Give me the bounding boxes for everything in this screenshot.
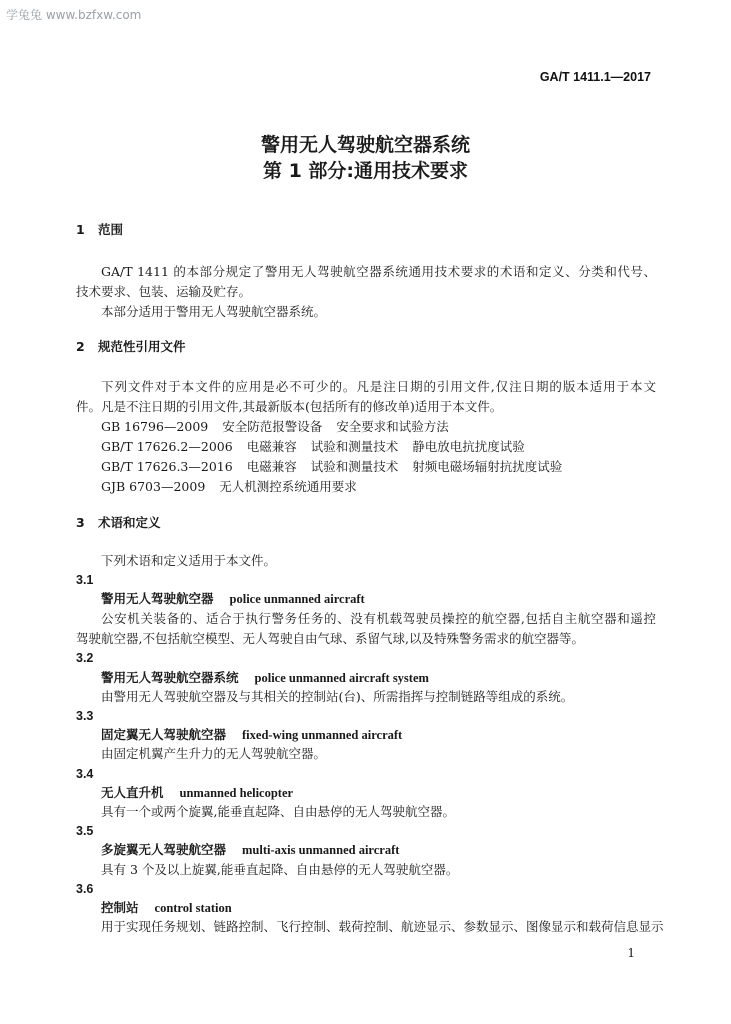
section-1-heading bbox=[76, 220, 656, 240]
definition-line: 公安机关装备的、适合于执行警务任务的、没有机载驾驶员操控的航空器,包括自主航空器和遥控 bbox=[101, 611, 656, 626]
section-3-heading bbox=[76, 513, 656, 533]
term-en: control station bbox=[154, 901, 232, 915]
term-entry bbox=[76, 668, 656, 688]
term-en: police unmanned aircraft bbox=[229, 592, 365, 606]
title-line-1: 警用无人驾驶航空器系统 bbox=[260, 134, 470, 156]
term-en: multi-axis unmanned aircraft bbox=[242, 843, 400, 857]
section-2-heading bbox=[76, 337, 656, 357]
reference-title-part: 安全防范报警设备 bbox=[222, 419, 323, 434]
reference-item bbox=[76, 437, 656, 457]
title-line-2: 第 1 部分:通用技术要求 bbox=[262, 160, 469, 182]
reference-title-part: 静电放电抗扰度试验 bbox=[412, 439, 525, 454]
term-entry bbox=[76, 589, 656, 609]
definition-line: 具有一个或两个旋翼,能垂直起降、自由悬停的无人驾驶航空器。 bbox=[101, 804, 455, 819]
definition-line: 驾驶航空器,不包括航空模型、无人驾驶自由气球、系留气球,以及特殊警务需求的航空器等。 bbox=[76, 631, 584, 646]
paragraph-line: 下列文件对于本文件的应用是必不可少的。凡是注日期的引用文件,仅注日期的版本适用于本文 bbox=[101, 379, 656, 394]
section-number: 3 bbox=[76, 515, 85, 530]
reference-item bbox=[76, 477, 656, 497]
document-title bbox=[0, 132, 731, 184]
reference-title-part: 试验和测量技术 bbox=[310, 439, 399, 454]
term-zh: 警用无人驾驶航空器 bbox=[101, 591, 214, 606]
section-title: 范围 bbox=[98, 222, 124, 237]
reference-title-part: 电磁兼容 bbox=[246, 459, 297, 474]
term-en: fixed-wing unmanned aircraft bbox=[242, 728, 403, 742]
section-number: 2 bbox=[76, 339, 85, 354]
clause-number: 3.2 bbox=[76, 651, 94, 665]
reference-title-part: 无人机测控系统通用要求 bbox=[219, 479, 357, 494]
term-entry bbox=[76, 898, 656, 918]
definition-line: 由警用无人驾驶航空器及与其相关的控制站(台)、所需指挥与控制链路等组成的系统。 bbox=[101, 689, 574, 704]
term-zh: 警用无人驾驶航空器系统 bbox=[101, 670, 239, 685]
section-title: 术语和定义 bbox=[98, 515, 161, 530]
term-en: police unmanned aircraft system bbox=[254, 671, 429, 685]
reference-item bbox=[76, 457, 656, 477]
term-zh: 无人直升机 bbox=[101, 785, 164, 800]
clause-number: 3.6 bbox=[76, 882, 94, 896]
clause-number: 3.3 bbox=[76, 709, 94, 723]
section-number: 1 bbox=[76, 222, 85, 237]
paragraph-line: GA/T 1411 的本部分规定了警用无人驾驶航空器系统通用技术要求的术语和定义、分类和代号、 bbox=[101, 264, 656, 279]
reference-title-part: 射频电磁场辐射抗扰度试验 bbox=[412, 459, 563, 474]
term-en: unmanned helicopter bbox=[179, 786, 294, 800]
reference-code: GB 16796—2009 bbox=[101, 419, 209, 434]
term-zh: 控制站 bbox=[101, 900, 139, 915]
definition-line: 用于实现任务规划、链路控制、飞行控制、载荷控制、航迹显示、参数显示、图像显示和载荷信息显示 bbox=[101, 919, 664, 934]
term-entry bbox=[76, 725, 656, 745]
section-title: 规范性引用文件 bbox=[98, 339, 186, 354]
paragraph-line: 技术要求、包装、运输及贮存。 bbox=[76, 284, 252, 299]
reference-title-part: 安全要求和试验方法 bbox=[336, 419, 449, 434]
standard-code: GA/T 1411.1—2017 bbox=[539, 70, 651, 84]
term-entry bbox=[76, 840, 656, 860]
page-number: 1 bbox=[627, 946, 635, 960]
reference-code: GB/T 17626.3—2016 bbox=[101, 459, 233, 474]
clause-number: 3.4 bbox=[76, 767, 94, 781]
paragraph-line: 件。凡是不注日期的引用文件,其最新版本(包括所有的修改单)适用于本文件。 bbox=[76, 399, 503, 414]
paragraph-line: 下列术语和定义适用于本文件。 bbox=[101, 553, 277, 568]
clause-number: 3.1 bbox=[76, 573, 94, 587]
definition-line: 由固定机翼产生升力的无人驾驶航空器。 bbox=[101, 746, 327, 761]
definition-line: 具有 3 个及以上旋翼,能垂直起降、自由悬停的无人驾驶航空器。 bbox=[101, 862, 459, 877]
reference-code: GB/T 17626.2—2006 bbox=[101, 439, 233, 454]
term-zh: 固定翼无人驾驶航空器 bbox=[101, 727, 227, 742]
watermark: 学兔兔 www.bzfxw.com bbox=[6, 8, 142, 22]
paragraph-line: 本部分适用于警用无人驾驶航空器系统。 bbox=[101, 304, 327, 319]
reference-item bbox=[76, 417, 656, 437]
reference-code: GJB 6703—2009 bbox=[101, 479, 206, 494]
reference-title-part: 试验和测量技术 bbox=[310, 459, 399, 474]
reference-title-part: 电磁兼容 bbox=[246, 439, 297, 454]
term-entry bbox=[76, 783, 656, 803]
term-zh: 多旋翼无人驾驶航空器 bbox=[101, 842, 227, 857]
clause-number: 3.5 bbox=[76, 824, 94, 838]
